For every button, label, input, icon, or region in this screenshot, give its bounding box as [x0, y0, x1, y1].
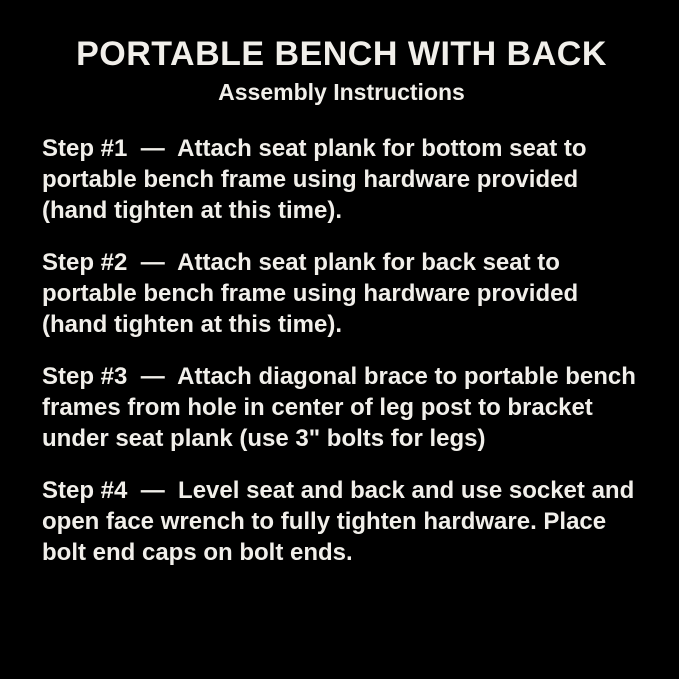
step-3-text: Step #3 — Attach diagonal brace to portable bench frames from hole in center of leg post to bracket under seat plank (use 3" bolts for legs): [42, 363, 643, 452]
page-subtitle: Assembly Instructions: [218, 79, 465, 105]
page-title: PORTABLE BENCH WITH BACK: [76, 35, 607, 73]
step-4-text: Step #4 — Level seat and back and use socket and open face wrench to fully tighten hardware. Place bolt end caps on bolt ends.: [42, 477, 641, 566]
step-2-text: Step #2 — Attach seat plank for back seat to portable bench frame using hardware provided (hand tighten at this time).: [42, 249, 585, 338]
steps-list: [42, 133, 641, 568]
step-1-text: Step #1 — Attach seat plank for bottom seat to portable bench frame using hardware provided (hand tighten at this time).: [42, 135, 594, 224]
